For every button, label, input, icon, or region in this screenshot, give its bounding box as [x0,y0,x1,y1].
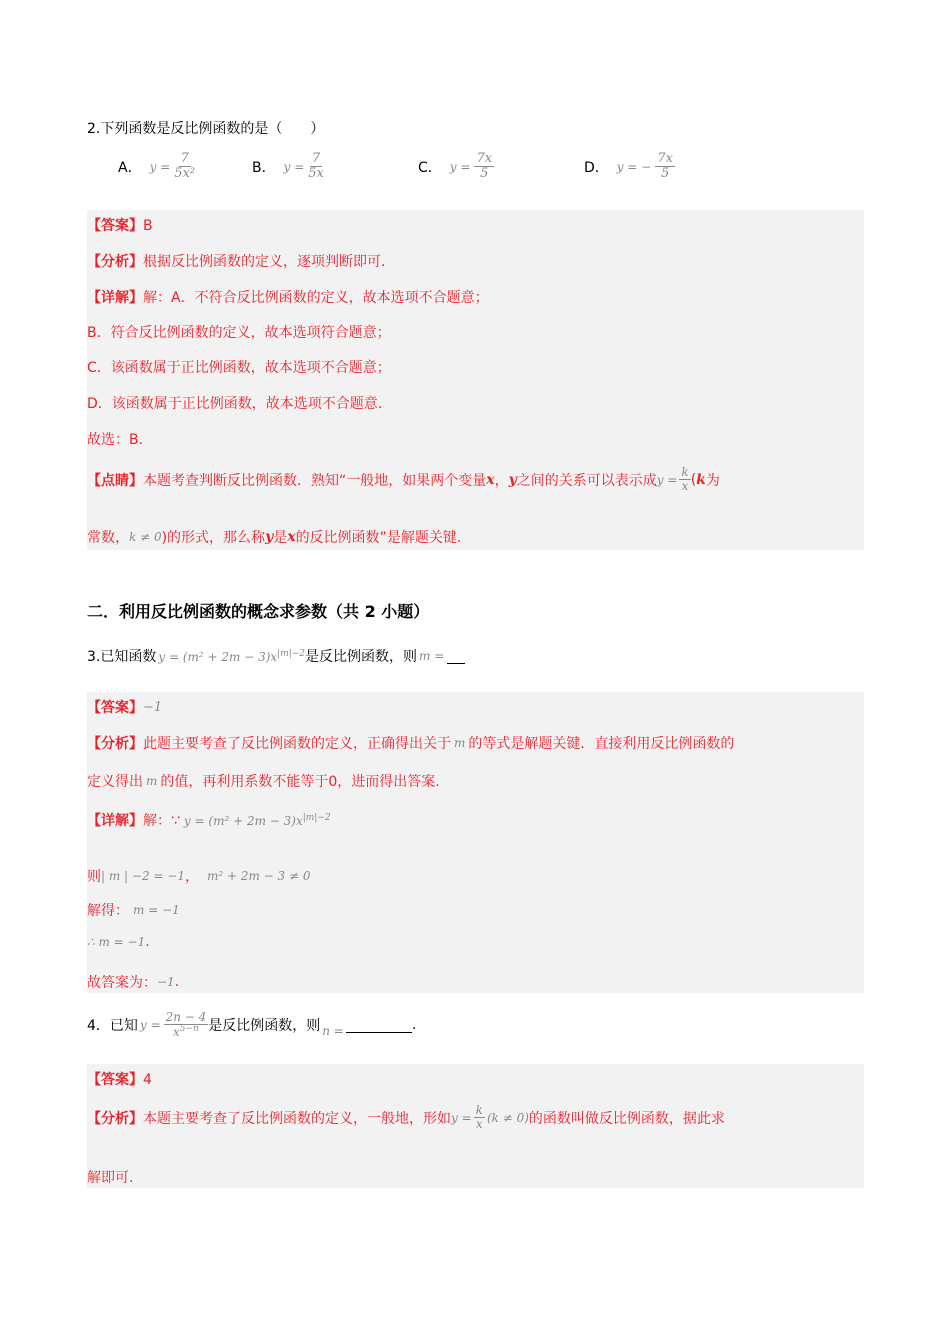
q2-option-d[interactable] [584,152,675,182]
q3-therefore-end: . [145,934,150,950]
answer-tag: 【答案】 [87,218,143,234]
q4-answer-tag: 【答案】 [87,1072,143,1088]
q3-therefore-eq: ∴ m = −1 [87,935,146,949]
comment-line2-text-3: 是 [273,530,288,546]
q3-answer-blank[interactable] [447,649,465,664]
option-a-den: 5x² [174,166,196,182]
q2-detail-line-1 [87,287,489,307]
option-c-den: 5 [480,166,489,182]
q4-formula-num: 2n − 4 [165,1010,207,1024]
q3-final-line [87,972,179,992]
q2-conclusion: 故选：B. [87,432,144,448]
comment-text-5: 为 [705,472,720,489]
q4-stem-var: n = [322,1024,344,1039]
q3-stem [87,646,465,666]
q4-stem [87,1011,416,1039]
detail-tag: 【详解】 [87,290,143,306]
q3-detail-formula-exponent: |m|−2 [302,812,331,823]
q3-stem-formula [158,649,305,664]
q4-analysis-line-2: 解即可. [87,1170,134,1186]
q2-detail-line-2: B．符合反比例函数的定义，故本选项符合题意； [87,325,391,341]
q2-analysis-line [87,251,385,271]
q3-analysis-text-2: 的等式是解题关键．直接利用反比例函数的 [468,736,735,752]
q2-option-b[interactable] [252,152,324,182]
q3-analysis-line2-text-1: 定义得出 [87,774,143,790]
q3-answer-line [87,697,162,717]
q3-detail-formula [184,813,331,828]
section-heading: 二．利用反比例函数的概念求参数（共 2 小题） [87,602,430,621]
q3-analysis-text-1: 此题主要考查了反比例函数的定义，正确得出关于 [143,736,451,752]
comment-var-k: k [696,471,706,488]
q4-analysis-formula-den: x [475,1117,483,1132]
option-a-num: 7 [180,151,189,166]
option-b-label: B． [252,159,276,176]
q3-formula-exponent: |m|−2 [277,648,306,659]
q3-stem-text-2: 是反比例函数，则 [305,649,418,665]
q2-detail-line-3: C．该函数属于正比例函数，故本选项不合题意； [87,360,391,376]
q3-solve-prefix: 解得： [87,903,129,919]
comment-text-3: 之间的关系可以表示成 [516,472,657,489]
option-d-label: D． [584,159,609,176]
q4-formula-lhs: y = [139,1018,161,1033]
q3-therefore-line [87,934,150,950]
option-c-num: 7x [476,151,493,166]
q2-option-c[interactable] [418,152,494,182]
q4-analysis-formula-num: k [475,1103,483,1117]
q4-stem-text-2: 是反比例函数，则 [208,1018,321,1035]
q3-then-prefix: 则 [87,869,101,885]
q4-analysis-tag: 【分析】 [87,1110,143,1127]
option-d-fraction [655,152,675,182]
comment-line2-var-y: y [265,529,274,545]
option-c-lhs: y = [449,159,471,174]
comment-line2-text-2: )的形式，那么称 [161,530,266,546]
option-b-num: 7 [311,151,321,166]
analysis-text: 根据反比例函数的定义，逐项判断即可. [143,254,386,270]
q4-analysis-formula-lhs: y = [451,1110,472,1125]
option-a-label: A． [118,159,142,176]
option-d-den: 5 [660,166,670,182]
q4-analysis-text-1: 本题主要考查了反比例函数的定义，一般地，形如 [143,1110,451,1127]
answer-value: B [143,218,153,234]
option-d-num: 7x [657,151,673,166]
q4-analysis-formula-fraction [474,1104,485,1131]
q3-analysis-line-1 [87,733,734,753]
comment-formula-fraction [679,466,690,493]
q3-then-eq2: m² + 2m − 3 ≠ 0 [206,869,311,883]
q3-analysis-line-2 [87,771,440,791]
q4-analysis-formula-condition: (k ≠ 0) [486,1110,529,1125]
q3-analysis-var-m: m [454,736,466,750]
q3-solve-eq: m = −1 [133,903,180,917]
comment-var-x: x [486,471,495,488]
q2-option-a[interactable] [118,152,195,182]
q4-formula-den: x [172,1025,180,1040]
q3-detail-intro: 解：∵ [143,813,180,829]
q3-analysis-line2-text-2: 的值，再利用系数不能等于0，进而得出答案. [160,774,440,790]
q2-comment-line-2 [87,527,461,547]
q4-answer-value: 4 [143,1072,152,1088]
q3-analysis-tag: 【分析】 [87,736,143,752]
comment-formula-lhs: y = [656,472,678,487]
comment-line2-text-4: 的反比例函数”是解题关键. [295,530,462,546]
q3-answer-tag: 【答案】 [87,700,143,716]
q3-then-line [87,866,311,886]
q3-final-end: . [174,974,180,990]
comment-text-4: ( [690,471,697,488]
detail-text: 解：A．不符合反比例函数的定义，故本选项不合题意； [143,290,489,306]
q4-formula-fraction [164,1011,209,1039]
comment-text-1: 本题考查判断反比例函数．熟知“一般地，如果两个变量 [143,472,487,489]
q3-stem-var: m = [419,649,445,663]
q4-analysis-text-2: 的函数叫做反比例函数，据此求 [528,1110,725,1127]
comment-tag: 【点睛】 [87,472,143,489]
comment-formula-num: k [681,465,689,479]
q3-then-sep: ， [184,869,199,885]
q2-detail-line-4: D．该函数属于正比例函数，故本选项不合题意. [87,396,383,412]
q3-final-prefix: 故答案为： [87,975,157,991]
option-b-den: 5x [308,166,324,182]
comment-line2-var-x: x [287,529,296,545]
q3-detail-formula-base: y = (m² + 2m − 3)x [183,813,303,828]
q3-analysis-line2-var-m: m [146,774,158,788]
q3-answer-value: −1 [143,699,163,715]
q4-formula-den-wrap [173,1025,199,1039]
comment-line2-condition: k ≠ 0 [129,530,162,544]
comment-text-2: ， [494,472,509,489]
q2-answer-line [87,215,153,235]
comment-line2-text-1: 常数， [87,530,129,546]
q2-stem: 2.下列函数是反比例函数的是（ ） [87,121,325,137]
q3-stem-text-1: 3.已知函数 [87,649,157,665]
q3-final-value: −1 [157,975,175,989]
q3-solve-line [87,900,180,920]
option-a-lhs: y = [149,159,171,174]
q4-analysis-line-1 [87,1104,725,1131]
q3-detail-tag: 【详解】 [87,813,143,829]
option-d-lhs: y = − [616,159,652,174]
analysis-tag: 【分析】 [87,254,143,270]
q3-formula-base: y = (m² + 2m − 3)x [158,649,278,664]
q2-comment-line-1 [87,466,720,493]
comment-var-y: y [508,471,517,488]
option-b-lhs: y = [283,159,305,174]
comment-formula-den: x [681,479,689,494]
q4-stem-text-1: 4．已知 [87,1018,138,1035]
q3-detail-line [87,810,331,830]
q4-stem-end: . [411,1017,417,1034]
q4-answer-blank[interactable] [346,1018,412,1033]
q4-formula-den-exponent: 5−n [179,1024,199,1035]
q3-then-eq1: | m | −2 = −1 [101,869,185,883]
option-a-fraction [174,152,195,182]
option-c-fraction [474,152,494,182]
option-b-fraction [308,152,324,182]
q4-answer-line [87,1069,152,1089]
option-c-label: C． [418,159,442,176]
